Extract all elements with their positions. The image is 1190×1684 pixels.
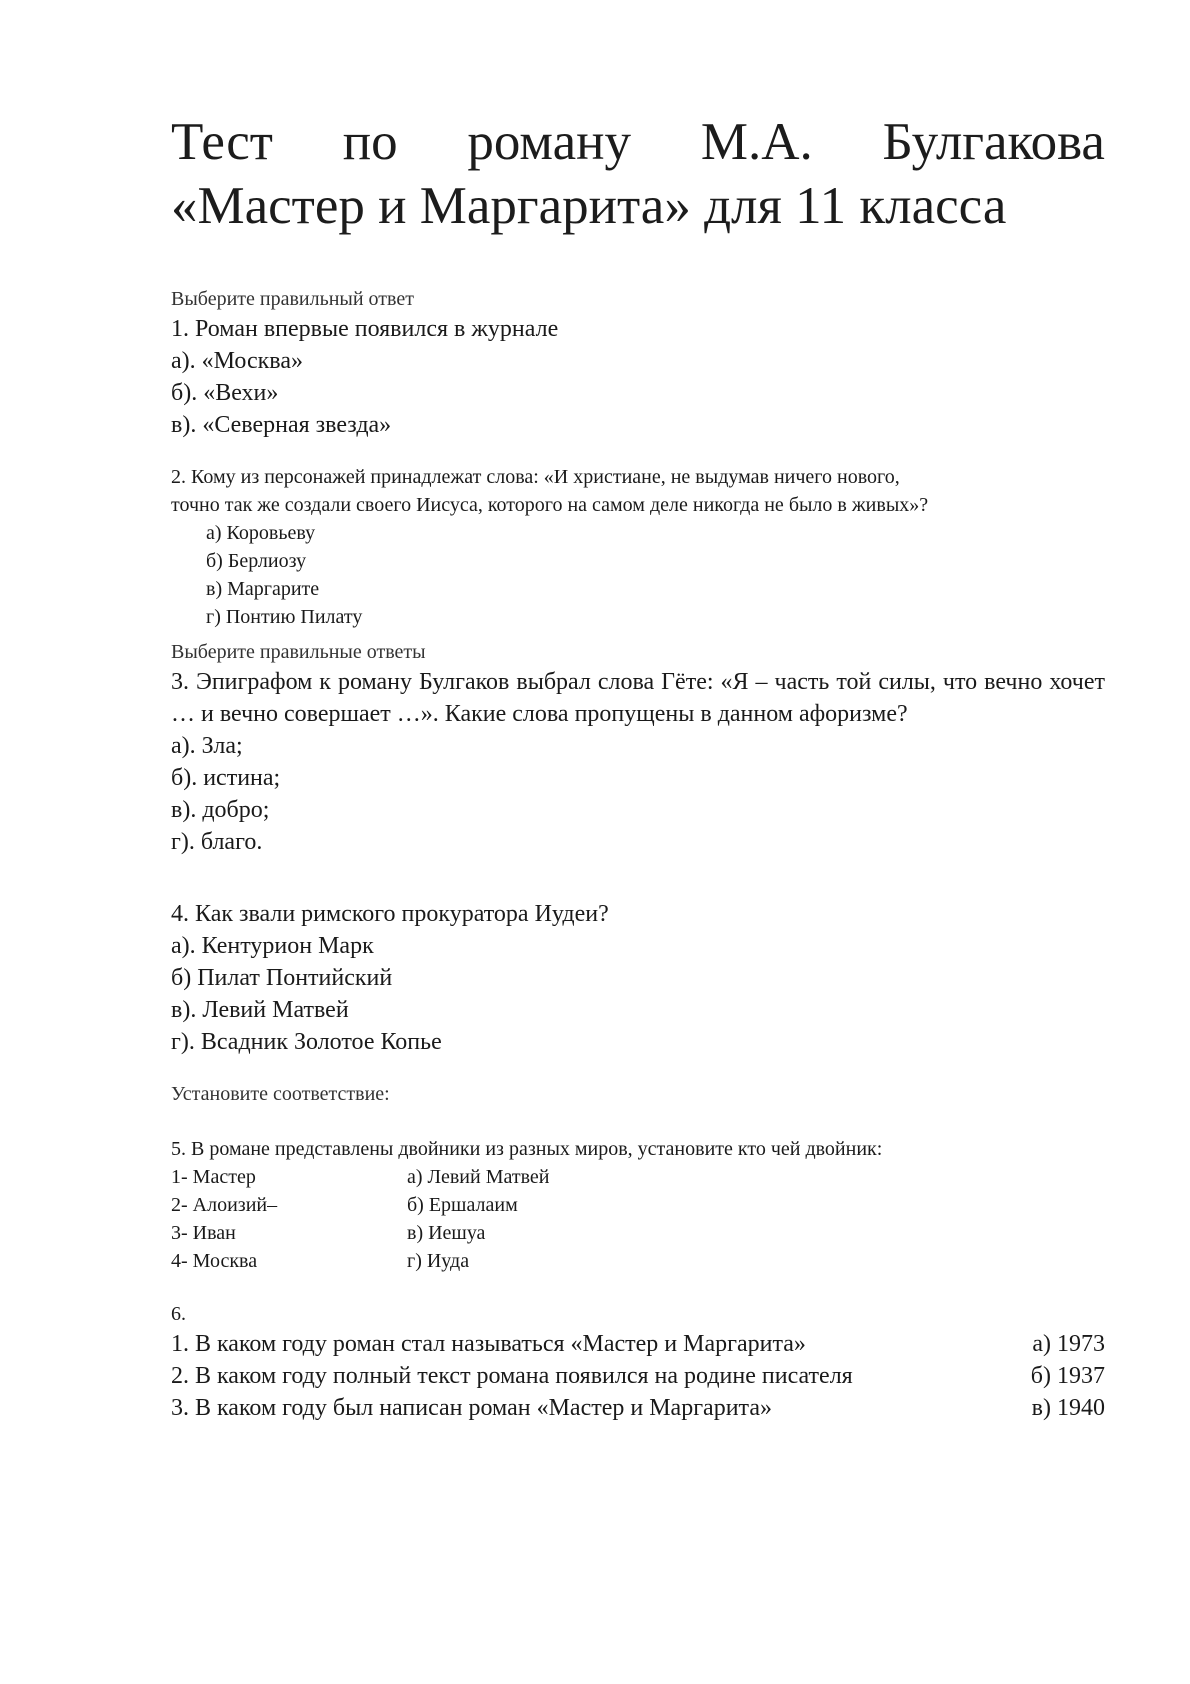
question-2-option-b: б) Берлиозу bbox=[206, 550, 307, 572]
question-2-line-2: точно так же создали своего Иисуса, которого на самом деле никогда не было в живых»? bbox=[171, 494, 929, 516]
question-4-option-d: г). Всадник Золотое Копье bbox=[171, 1029, 442, 1055]
title-word: по bbox=[342, 113, 398, 171]
title-word: М.А. bbox=[700, 113, 813, 171]
document-title bbox=[171, 110, 1105, 238]
title-word: роману bbox=[467, 113, 631, 171]
question-3-option-d: г). благо. bbox=[171, 829, 263, 855]
question-1: 1. Роман впервые появился в журнале bbox=[171, 316, 559, 342]
section-3 bbox=[171, 1080, 1105, 1108]
match-right: б) Ершалаим bbox=[407, 1194, 518, 1216]
year-answer: а) 1973 bbox=[1032, 1331, 1105, 1357]
match-right: в) Иешуа bbox=[407, 1222, 486, 1244]
section-1 bbox=[171, 285, 1105, 441]
question-4-option-a: а). Кентурион Марк bbox=[171, 933, 374, 959]
match-left: 3- Иван bbox=[171, 1222, 236, 1244]
question-1-option-a: а). «Москва» bbox=[171, 348, 303, 374]
question-4-option-b: б) Пилат Понтийский bbox=[171, 965, 393, 991]
title-word: Тест bbox=[171, 113, 273, 171]
year-answer: б) 1937 bbox=[1030, 1363, 1105, 1389]
match-row bbox=[171, 1163, 1105, 1191]
question-3: 3. Эпиграфом к роману Булгаков выбрал слова Гёте: «Я – часть той силы, что вечно хочет … и вечно совершает …». Какие слова пропущены в данном афоризме? bbox=[171, 669, 1105, 727]
year-row bbox=[171, 1360, 1105, 1392]
instruction-multiple-answers: Выберите правильные ответы bbox=[171, 641, 426, 663]
match-row bbox=[171, 1219, 1105, 1247]
question-4-option-c: в). Левий Матвей bbox=[171, 997, 349, 1023]
match-row bbox=[171, 1247, 1105, 1275]
document-page bbox=[171, 110, 1105, 1421]
question-1-option-b: б). «Вехи» bbox=[171, 380, 279, 406]
title-line-1 bbox=[171, 110, 1105, 174]
question-5: 5. В романе представлены двойники из разных миров, установите кто чей двойник: bbox=[171, 1138, 883, 1160]
question-2-line-1: 2. Кому из персонажей принадлежат слова: «И христиане, не выдумав ничего нового, bbox=[171, 466, 900, 488]
question-3-option-c: в). добро; bbox=[171, 797, 270, 823]
match-left: 1- Мастер bbox=[171, 1166, 256, 1188]
question-3-option-b: б). истина; bbox=[171, 765, 281, 791]
year-question: 3. В каком году был написан роман «Мастер и Маргарита» bbox=[171, 1395, 772, 1421]
match-left: 4- Москва bbox=[171, 1250, 258, 1272]
question-3-option-a: а). Зла; bbox=[171, 733, 243, 759]
question-4: 4. Как звали римского прокуратора Иудеи? bbox=[171, 901, 609, 927]
question-5-block bbox=[171, 1135, 1105, 1275]
question-4-block bbox=[171, 898, 1105, 1058]
year-question: 2. В каком году полный текст романа появился на родине писателя bbox=[171, 1363, 853, 1389]
year-row bbox=[171, 1392, 1105, 1424]
match-left: 2- Алоизий– bbox=[171, 1194, 278, 1216]
title-line-2: «Мастер и Маргарита» для 11 класса bbox=[171, 177, 1007, 235]
question-1-option-c: в). «Северная звезда» bbox=[171, 412, 392, 438]
question-2-option-c: в) Маргарите bbox=[206, 578, 320, 600]
match-right: г) Иуда bbox=[407, 1250, 470, 1272]
instruction-matching: Установите соответствие: bbox=[171, 1083, 390, 1105]
instruction-single-answer: Выберите правильный ответ bbox=[171, 288, 414, 310]
year-answer: в) 1940 bbox=[1031, 1395, 1105, 1421]
section-2 bbox=[171, 638, 1105, 858]
title-word: Булгакова bbox=[882, 113, 1105, 171]
year-question: 1. В каком году роман стал называться «Мастер и Маргарита» bbox=[171, 1331, 806, 1357]
question-2-option-a: а) Коровьеву bbox=[206, 522, 316, 544]
match-right: а) Левий Матвей bbox=[407, 1166, 550, 1188]
question-2-option-d: г) Понтию Пилату bbox=[206, 606, 363, 628]
question-6-number: 6. bbox=[171, 1303, 186, 1325]
year-row bbox=[171, 1328, 1105, 1360]
question-2-block bbox=[171, 463, 1105, 631]
question-6-block bbox=[171, 1300, 1105, 1424]
match-row bbox=[171, 1191, 1105, 1219]
